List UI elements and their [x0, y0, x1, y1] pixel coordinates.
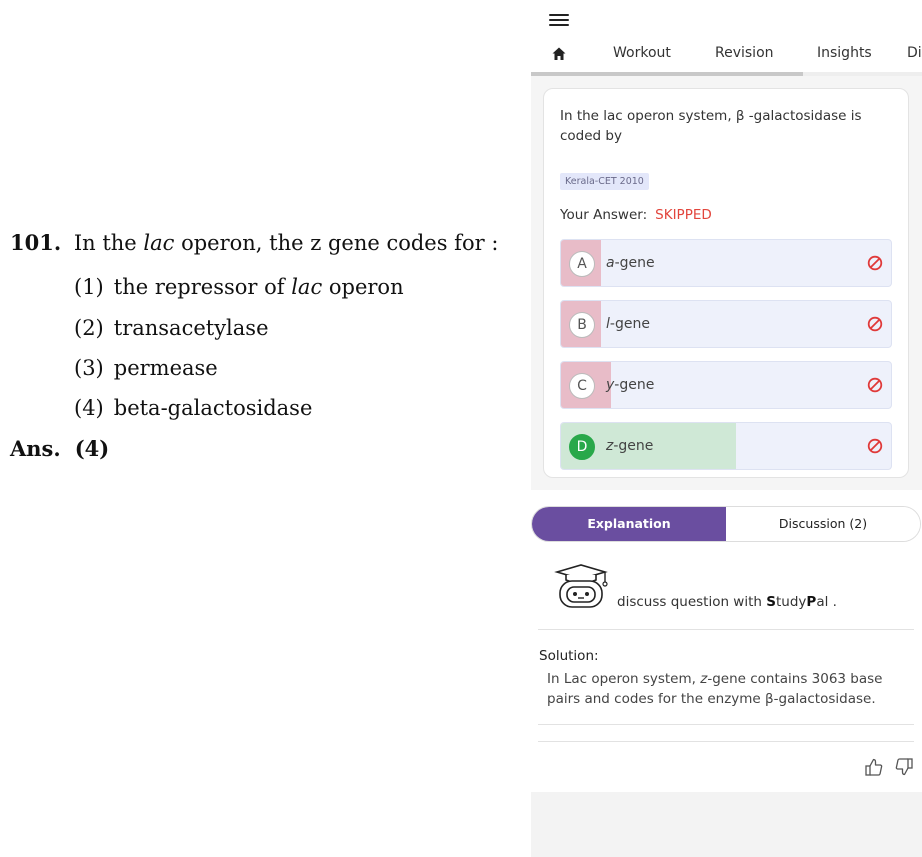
option-text: -gene — [613, 438, 654, 454]
answer-line — [10, 436, 109, 461]
question-area — [531, 76, 922, 490]
question-card — [543, 88, 909, 478]
option-d[interactable] — [560, 422, 892, 470]
option-a[interactable] — [560, 239, 892, 287]
thumbs-up-icon[interactable] — [864, 757, 884, 777]
option-italic: a — [606, 255, 615, 271]
option-text: permease — [113, 356, 218, 380]
home-icon[interactable] — [551, 46, 567, 62]
divider — [538, 724, 914, 725]
question-number: 101. — [10, 230, 62, 255]
tab-next-cut[interactable]: Di — [907, 45, 922, 61]
thumbs-down-icon[interactable] — [894, 757, 914, 777]
printed-option-2 — [74, 316, 269, 340]
discussion-tab[interactable]: Discussion (2) — [726, 507, 920, 541]
studypal-brand-p: P — [806, 594, 817, 610]
question-text-italic: lac — [143, 231, 175, 255]
option-text: beta-galactosidase — [113, 396, 313, 420]
option-label — [606, 316, 650, 332]
printed-option-4 — [74, 396, 312, 420]
studypal-link[interactable] — [617, 594, 837, 610]
divider — [538, 629, 914, 630]
option-label — [606, 377, 654, 393]
solution-post: -gene contains 3063 base pairs and codes for the enzyme β-galactosidase. — [547, 671, 883, 707]
option-label — [606, 255, 655, 271]
option-letter-badge: B — [569, 312, 595, 338]
option-letter-badge: C — [569, 373, 595, 399]
studypal-brand-s: S — [766, 594, 776, 610]
tab-bar — [531, 38, 922, 76]
option-text: -gene — [609, 316, 650, 332]
option-number: (4) — [74, 396, 104, 420]
option-text: -gene — [614, 255, 655, 271]
printed-option-3 — [74, 356, 218, 380]
option-text: the repressor of — [113, 275, 292, 299]
answer-value: (4) — [74, 436, 110, 461]
divider — [538, 741, 914, 742]
tab-insights[interactable]: Insights — [817, 45, 872, 61]
option-italic: z — [606, 438, 614, 454]
hamburger-icon[interactable] — [549, 11, 569, 29]
solution-pre: In Lac operon system, — [547, 671, 701, 687]
option-letter-badge: A — [569, 251, 595, 277]
studypal-brand-al: al — [816, 594, 829, 610]
studypal-brand-tudy: tudy — [775, 594, 807, 610]
option-letter-badge: D — [569, 434, 595, 460]
your-answer-row — [560, 207, 712, 223]
ban-icon — [867, 316, 883, 332]
your-answer-label: Your Answer: — [560, 207, 648, 223]
solution-italic: z — [700, 671, 708, 687]
option-b[interactable] — [560, 300, 892, 348]
option-number: (2) — [74, 316, 104, 340]
printed-option-1 — [74, 275, 404, 299]
exam-tag: Kerala-CET 2010 — [560, 173, 649, 190]
solution-text — [547, 669, 907, 709]
option-italic: lac — [291, 275, 323, 299]
app-panel — [531, 0, 922, 857]
option-text: -gene — [614, 377, 655, 393]
studypal-robot-icon — [553, 564, 609, 610]
ban-icon — [867, 255, 883, 271]
option-label — [606, 438, 653, 454]
question-text-pre: In the — [73, 231, 144, 255]
footer-area — [531, 792, 922, 857]
answer-label: Ans. — [10, 436, 61, 461]
option-number: (3) — [74, 356, 104, 380]
question-line — [10, 230, 498, 255]
solution-title: Solution: — [539, 648, 599, 664]
tab-workout[interactable]: Workout — [613, 45, 671, 61]
option-italic: y — [606, 377, 615, 393]
studypal-suffix: . — [828, 594, 837, 610]
tab-revision[interactable]: Revision — [715, 45, 774, 61]
option-text: transacetylase — [113, 316, 269, 340]
explanation-tab[interactable]: Explanation — [532, 507, 726, 541]
your-answer-status: SKIPPED — [655, 207, 712, 223]
option-italic: l — [606, 316, 610, 332]
option-number: (1) — [74, 275, 104, 299]
option-text-post: operon — [322, 275, 404, 299]
question-text-post: operon, the z gene codes for : — [174, 231, 499, 255]
explanation-discussion-toggle — [531, 506, 921, 542]
question-text: In the lac operon system, β -galactosidase is coded by — [560, 108, 862, 144]
ban-icon — [867, 377, 883, 393]
ban-icon — [867, 438, 883, 454]
studypal-prefix: discuss question with — [617, 594, 767, 610]
option-c[interactable] — [560, 361, 892, 409]
